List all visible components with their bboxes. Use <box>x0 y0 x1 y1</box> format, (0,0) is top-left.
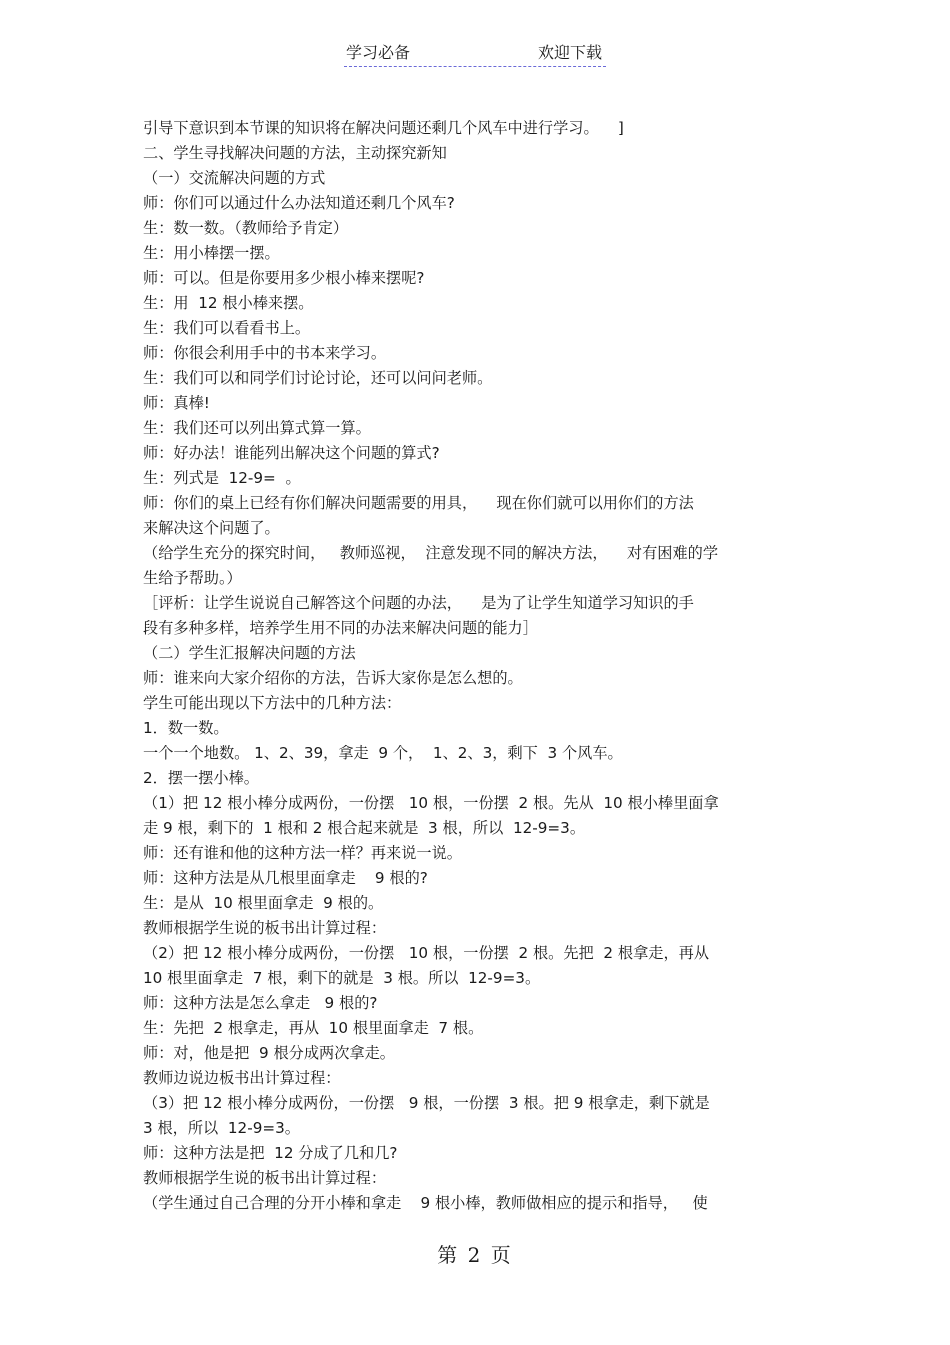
text-line: 师：你们可以通过什么办法知道还剩几个风车? <box>143 194 455 212</box>
text-line: 师：你们的桌上已经有你们解决问题需要的用具， 现在你们就可以用你们的方法 <box>143 494 694 512</box>
text-line: 教师边说边板书出计算过程： <box>143 1069 341 1087</box>
page-number: 第 2 页 <box>437 1243 513 1267</box>
document-body <box>143 116 815 1216</box>
text-line: 师：还有谁和他的这种方法一样？再来说一说。 <box>143 844 462 862</box>
text-line: 师：这种方法是把 12 分成了几和几? <box>143 1144 398 1162</box>
header-left-text: 学习必备 <box>346 43 411 62</box>
text-line: 一个一个地数。 1、2、39，拿走 9 个， 1、2、3，剩下 3 个风车。 <box>143 744 623 762</box>
text-line: 师：对，他是把 9 根分成两次拿走。 <box>143 1044 395 1062</box>
text-line: 生：我们可以看看书上。 <box>143 319 311 337</box>
text-line: 1．数一数。 <box>143 719 229 737</box>
text-line: 2．摆一摆小棒。 <box>143 769 259 787</box>
text-line: 引导下意识到本节课的知识将在解决问题还剩几个风车中进行学习。 ] <box>143 119 624 137</box>
subsection-heading: （一）交流解决问题的方式 <box>143 169 326 187</box>
text-line: 师：好办法！谁能列出解决这个问题的算式? <box>143 444 440 462</box>
text-line: （学生通过自己合理的分开小棒和拿走 9 根小棒，教师做相应的提示和指导， 使 <box>143 1194 708 1212</box>
text-line: 师：可以。但是你要用多少根小棒来摆呢? <box>143 269 425 287</box>
text-line: 生：是从 10 根里面拿走 9 根的。 <box>143 894 384 912</box>
text-line: 生：用小棒摆一摆。 <box>143 244 280 262</box>
text-line: 师：真棒! <box>143 394 210 412</box>
text-line: 段有多种多样，培养学生用不同的办法来解决问题的能力］ <box>143 619 538 637</box>
text-line: 生：数一数。（教师给予肯定） <box>143 219 349 237</box>
text-line: 师：谁来向大家介绍你的方法，告诉大家你是怎么想的。 <box>143 669 523 687</box>
page-header <box>344 40 606 67</box>
text-line: 生：先把 2 根拿走，再从 10 根里面拿走 7 根。 <box>143 1019 484 1037</box>
text-line: 10 根里面拿走 7 根，剩下的就是 3 根。所以 12-9=3。 <box>143 969 541 987</box>
text-line: （2）把 12 根小棒分成两份，一份摆 10 根，一份摆 2 根。先把 2 根拿走，再从 <box>143 944 710 962</box>
section-heading: 二、学生寻找解决问题的方法，主动探究新知 <box>143 144 447 162</box>
text-line: （给学生充分的探究时间， 教师巡视， 注意发现不同的解决方法， 对有困难的学 <box>143 544 719 562</box>
text-line: 教师根据学生说的板书出计算过程： <box>143 1169 386 1187</box>
text-line: 生：用 12 根小棒来摆。 <box>143 294 314 312</box>
text-line: 师：这种方法是从几根里面拿走 9 根的? <box>143 869 428 887</box>
text-line: 师：你很会利用手中的书本来学习。 <box>143 344 386 362</box>
header-right-text: 欢迎下载 <box>537 43 602 62</box>
text-line: 生：列式是 12-9= 。 <box>143 469 301 487</box>
text-line: 师：这种方法是怎么拿走 9 根的? <box>143 994 378 1012</box>
subsection-heading: （二）学生汇报解决问题的方法 <box>143 644 356 662</box>
text-line: 3 根，所以 12-9=3。 <box>143 1119 300 1137</box>
text-line: 生：我们还可以列出算式算一算。 <box>143 419 371 437</box>
text-line: 学生可能出现以下方法中的几种方法： <box>143 694 402 712</box>
text-line: 教师根据学生说的板书出计算过程： <box>143 919 386 937</box>
text-line: 生给予帮助。） <box>143 569 242 587</box>
text-line: 来解决这个问题了。 <box>143 519 280 537</box>
text-line: （1）把 12 根小棒分成两份，一份摆 10 根，一份摆 2 根。先从 10 根小棒里面拿 <box>143 794 719 812</box>
text-line: ［评析：让学生说说自己解答这个问题的办法， 是为了让学生知道学习知识的手 <box>143 594 694 612</box>
text-line: 生：我们可以和同学们讨论讨论，还可以问问老师。 <box>143 369 493 387</box>
text-line: 走 9 根，剩下的 1 根和 2 根合起来就是 3 根，所以 12-9=3。 <box>143 819 586 837</box>
text-line: （3）把 12 根小棒分成两份，一份摆 9 根，一份摆 3 根。把 9 根拿走，剩下就是 <box>143 1094 710 1112</box>
